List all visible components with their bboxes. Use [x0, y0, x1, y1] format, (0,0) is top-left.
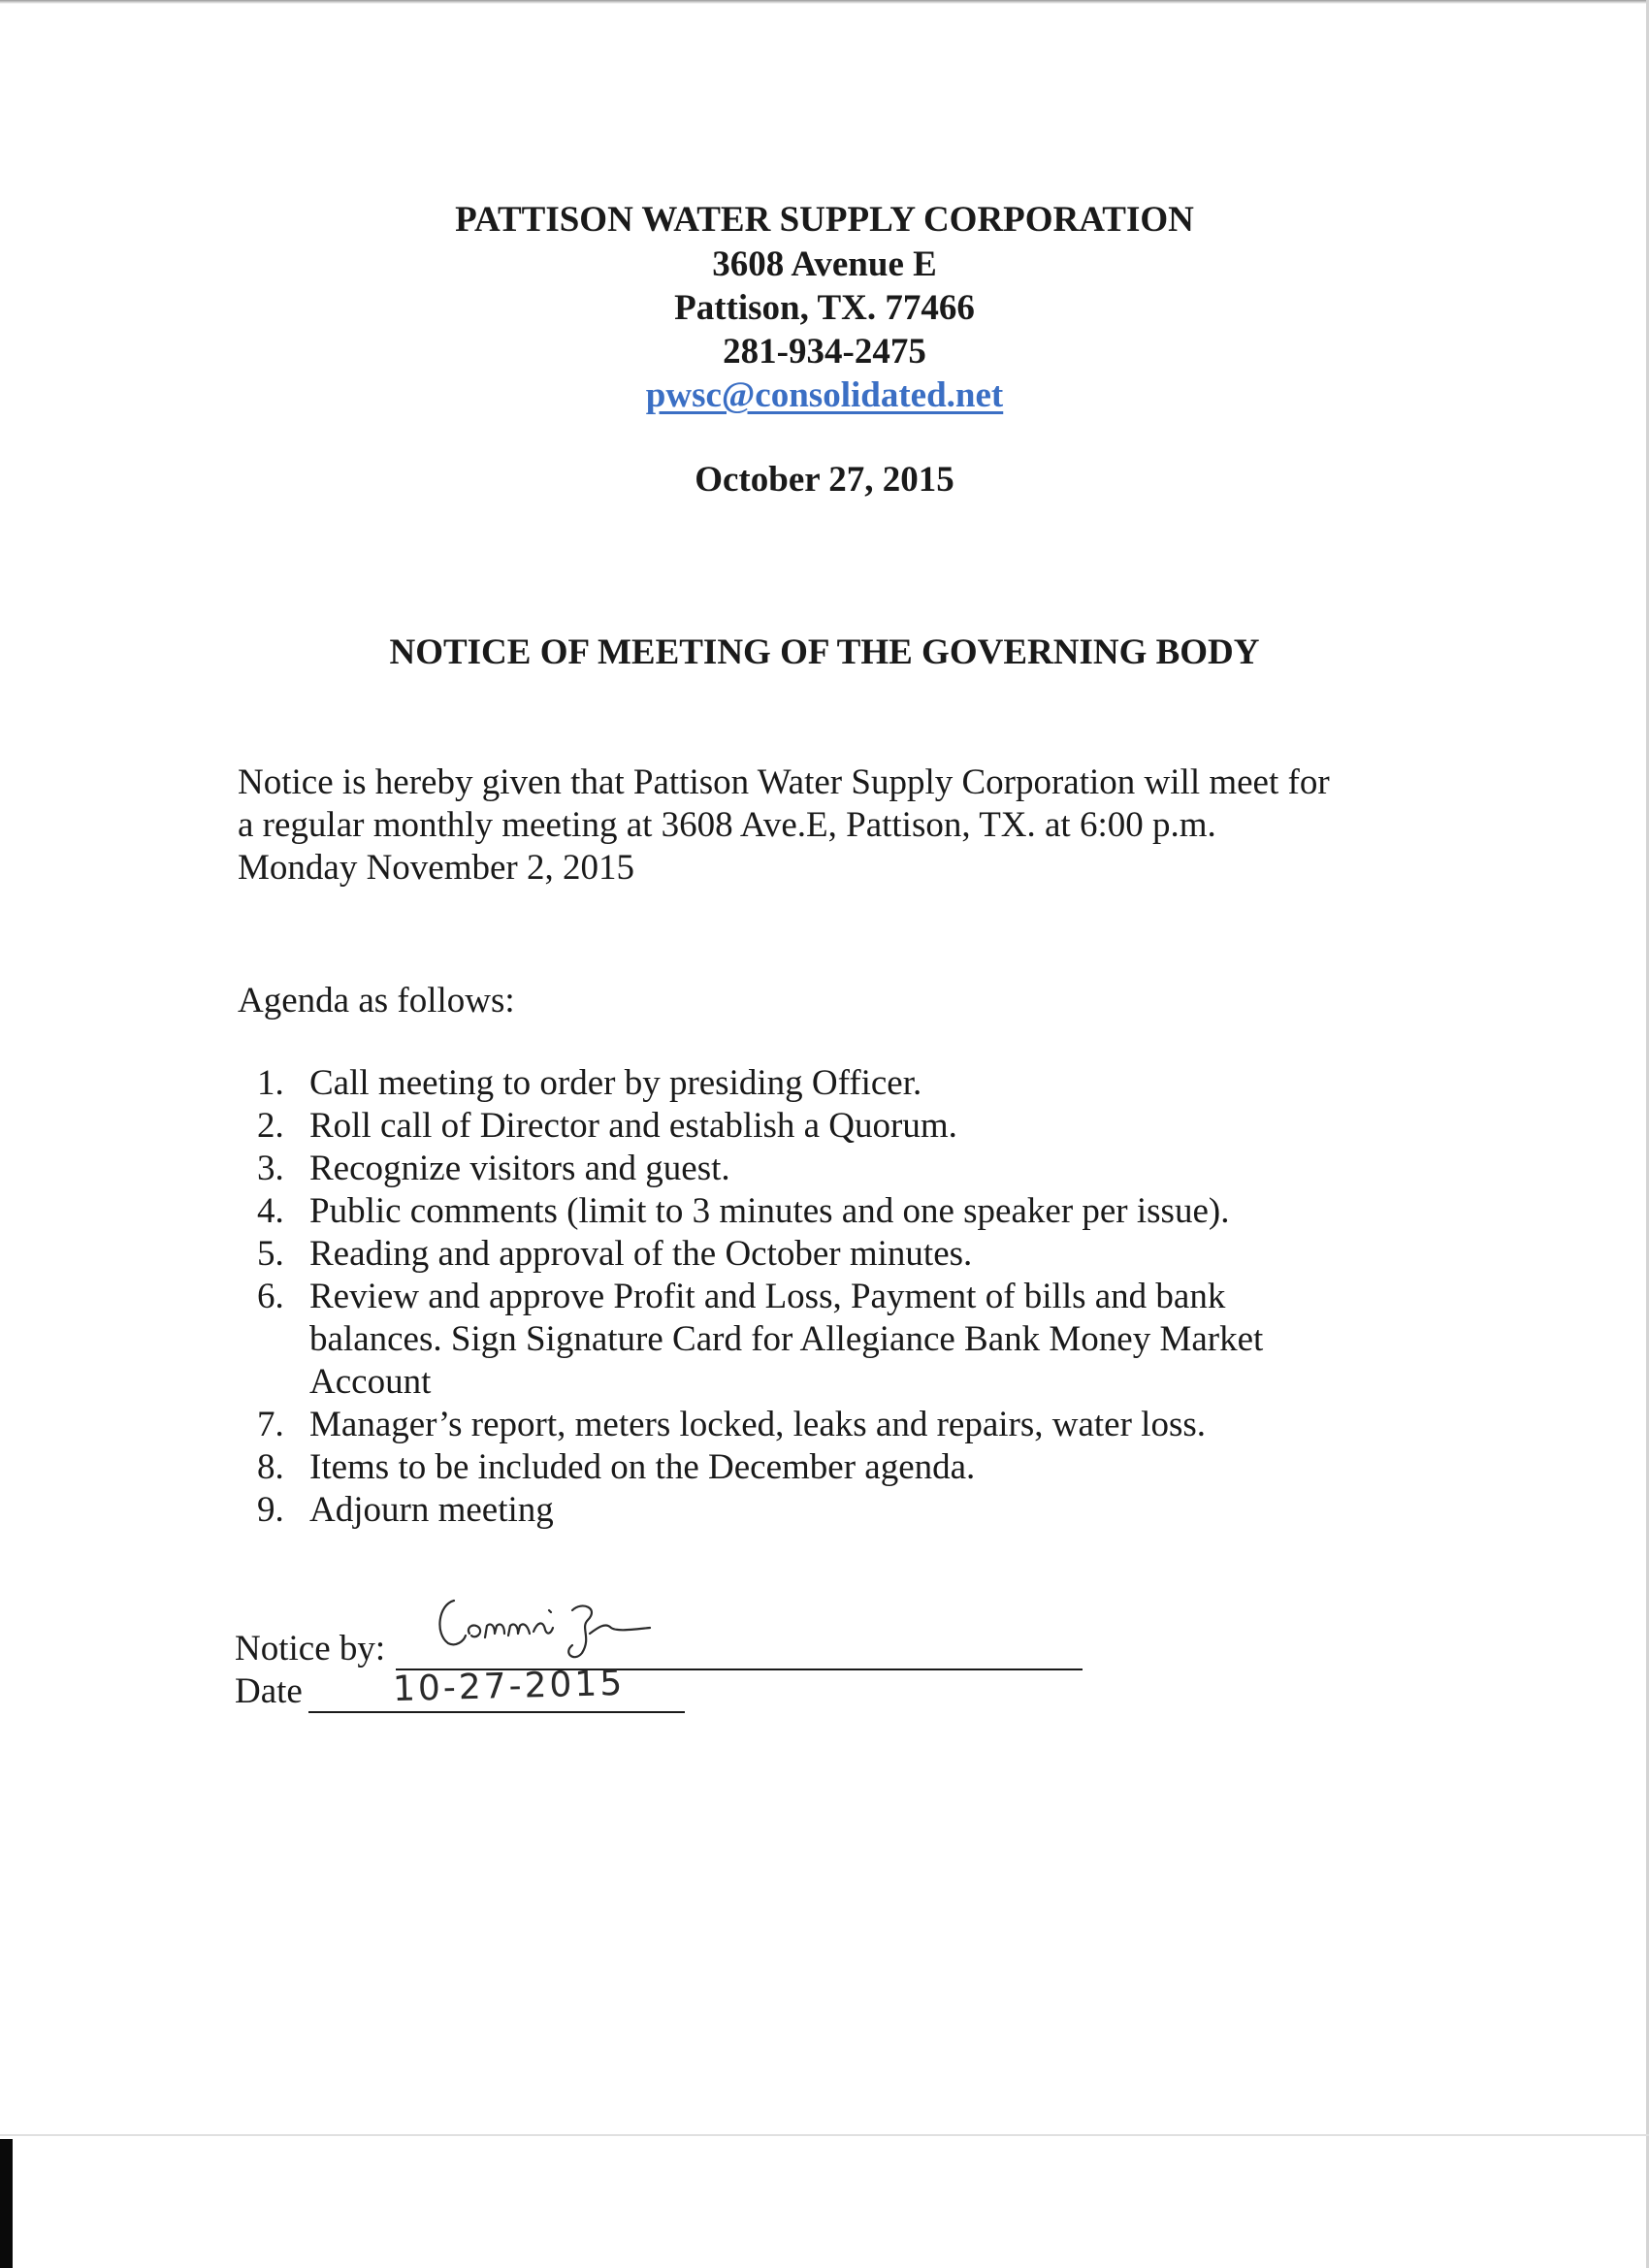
scan-top-edge [0, 0, 1649, 4]
agenda-item [238, 1233, 1343, 1276]
agenda-item-text: Public comments (limit to 3 minutes and one speaker per issue). [309, 1191, 1230, 1231]
agenda-item-number: 3. [257, 1149, 284, 1188]
agenda-item [238, 1062, 1343, 1105]
agenda-item [238, 1190, 1343, 1233]
agenda-item-text: Manager’s report, meters locked, leaks and repairs, water loss. [309, 1405, 1206, 1444]
agenda-item [238, 1446, 1343, 1489]
agenda-item [238, 1489, 1343, 1532]
notice-line: Notice is hereby given that Pattison Water Supply Corporation will meet for [238, 762, 1330, 802]
email-link[interactable]: pwsc@consolidated.net [645, 375, 1004, 415]
agenda-item-number: 9. [257, 1490, 284, 1530]
agenda-item-text: Roll call of Director and establish a Quorum. [309, 1106, 957, 1146]
notice-line: Monday November 2, 2015 [238, 848, 634, 888]
agenda-item-number: 5. [257, 1234, 284, 1274]
agenda-item-number: 6. [257, 1277, 284, 1316]
agenda-item [238, 1276, 1343, 1404]
letter-date: October 27, 2015 [695, 460, 954, 500]
agenda-item [238, 1148, 1343, 1190]
handwritten-date: 10-27-2015 [392, 1663, 626, 1710]
agenda-item-number: 7. [257, 1405, 284, 1444]
date-line [308, 1711, 685, 1713]
agenda-item-number: 2. [257, 1106, 284, 1146]
notice-line: a regular monthly meeting at 3608 Ave.E, Pattison, TX. at 6:00 p.m. [238, 805, 1216, 845]
scan-left-bar [0, 2139, 13, 2268]
notice-by-label: Notice by: [235, 1629, 386, 1669]
handwritten-signature [427, 1583, 718, 1670]
agenda-item-text: balances. Sign Signature Card for Allegiance Bank Money Market [309, 1319, 1264, 1359]
agenda-item [238, 1404, 1343, 1446]
company-name: PATTISON WATER SUPPLY CORPORATION [455, 200, 1194, 240]
agenda-list [238, 1062, 1343, 1532]
notice-paragraph [238, 761, 1431, 890]
agenda-item-number: 1. [257, 1063, 284, 1103]
agenda-item-text: Adjourn meeting [309, 1490, 554, 1530]
agenda-item-text: Call meeting to order by presiding Officer. [309, 1063, 922, 1103]
notice-heading: NOTICE OF MEETING OF THE GOVERNING BODY [389, 632, 1260, 672]
agenda-item-text: Recognize visitors and guest. [309, 1149, 730, 1188]
agenda-item-text: Account [309, 1362, 432, 1402]
agenda-item-text: Items to be included on the December agenda. [309, 1447, 976, 1487]
street-address: 3608 Avenue E [712, 244, 937, 284]
scan-bottom-line [0, 2134, 1649, 2136]
date-label: Date [235, 1671, 303, 1711]
agenda-item-number: 4. [257, 1191, 284, 1231]
agenda-item [238, 1105, 1343, 1148]
agenda-intro: Agenda as follows: [238, 981, 515, 1021]
city-state-zip: Pattison, TX. 77466 [674, 288, 975, 328]
agenda-item-text: Review and approve Profit and Loss, Payment of bills and bank [309, 1277, 1226, 1316]
phone-number: 281-934-2475 [723, 332, 926, 372]
agenda-item-number: 8. [257, 1447, 284, 1487]
agenda-item-text: Reading and approval of the October minutes. [309, 1234, 973, 1274]
